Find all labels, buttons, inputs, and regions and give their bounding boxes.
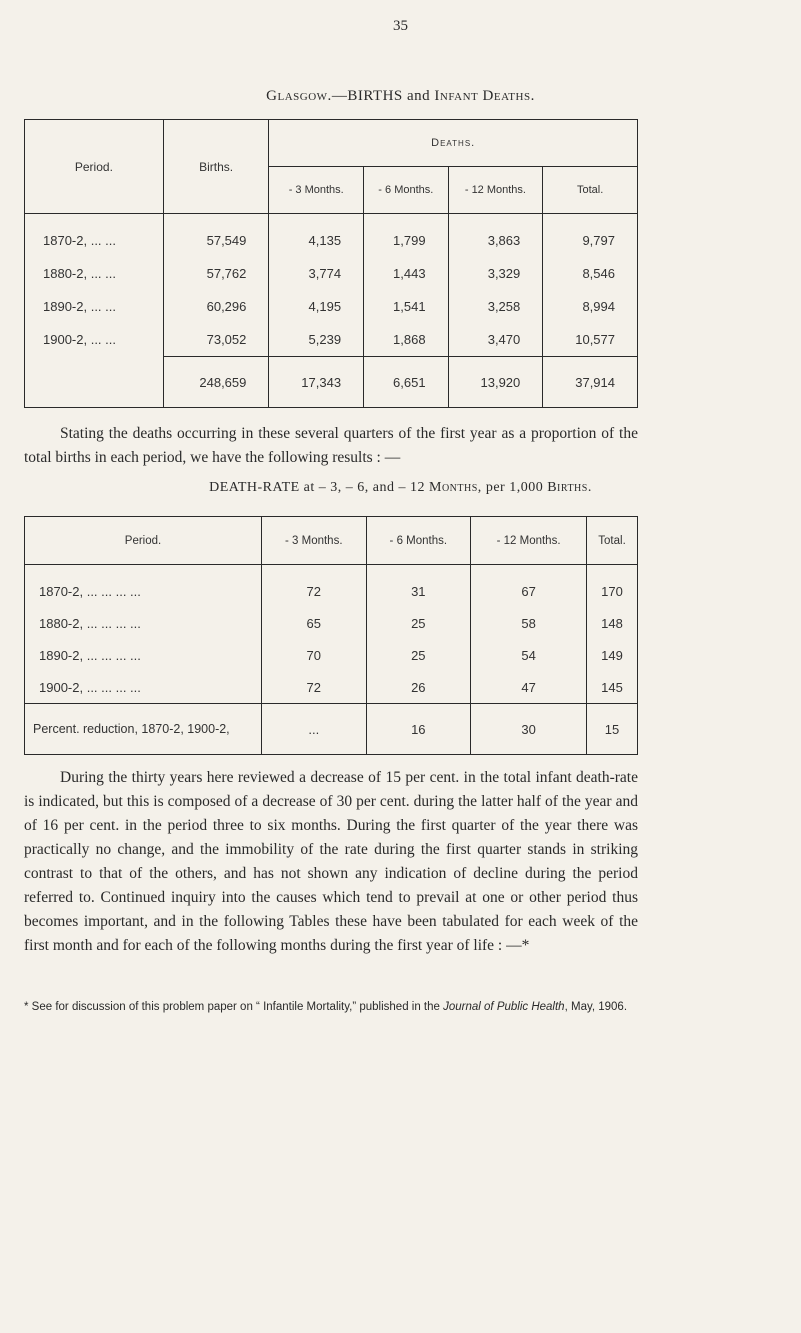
cell-births: 57,549 [163,214,269,258]
header-3-months: - 3 Months. [269,167,364,214]
header-period: Period. [25,120,164,214]
header-3-months: - 3 Months. [262,517,367,565]
reduction-3-months: ... [262,704,367,755]
cell-period: 1880-2, ... ... [25,257,164,290]
header-births: Births. [163,120,269,214]
cell-12-months: 67 [471,565,587,608]
cell-3-months: 4,195 [269,290,364,323]
total-12-months: 13,920 [448,357,543,408]
death-rate-title [0,480,801,496]
title-main: —BIRTHS and [331,88,435,104]
page-number: 35 [393,18,408,34]
table-row [25,671,638,704]
total-total: 37,914 [543,357,638,408]
total-3-months: 17,343 [269,357,364,408]
header-12-months: - 12 Months. [448,167,543,214]
cell-12-months: 3,258 [448,290,543,323]
cell-3-months: 65 [262,607,367,639]
total-6-months: 6,651 [364,357,449,408]
table-row [25,639,638,671]
cell-6-months: 1,799 [364,214,449,258]
cell-6-months: 1,868 [364,323,449,357]
subtitle-part-a: DEATH-RATE at – 3, – 6, and – 12 [209,480,430,495]
cell-6-months: 26 [366,671,471,704]
cell-total: 10,577 [543,323,638,357]
reduction-6-months: 16 [366,704,471,755]
cell-period: 1870-2, ... ... ... ... [25,565,262,608]
subtitle-per: per 1,000 [481,480,548,495]
cell-3-months: 70 [262,639,367,671]
cell-total: 8,994 [543,290,638,323]
reduction-total: 15 [587,704,638,755]
cell-3-months: 72 [262,671,367,704]
subtitle-births: Births. [547,480,592,495]
cell-3-months: 72 [262,565,367,608]
subtitle-months: Months, [429,480,482,495]
title-infant-deaths: Infant Deaths. [434,88,535,104]
cell-period: 1900-2, ... ... ... ... [25,671,262,704]
cell-3-months: 4,135 [269,214,364,258]
totals-row [25,357,638,408]
table-row [25,565,638,608]
cell-3-months: 3,774 [269,257,364,290]
paragraph-discussion: During the thirty years here reviewed a decrease of 15 per cent. in the total infant death-rate is indicated, but this is composed of a decrease of 30 per cent. during the latter half of the year and of 16 per cent. in the period three to six months. During the first quarter of the year there was practically no change, and the immobility of the rate during the first quarter stands in striking contrast to that of the others, and has not shown any indication of decline during the period referred to. Continued inquiry into the causes which tend to prevail at one or other period thus becomes important, and in the following Tables these have been tabulated for each week of the first month and for each of the following months during the first year of life : —* [24,769,638,954]
header-6-months: - 6 Months. [364,167,449,214]
cell-12-months: 47 [471,671,587,704]
cell-total: 9,797 [543,214,638,258]
cell-period: 1870-2, ... ... [25,214,164,258]
cell-12-months: 58 [471,607,587,639]
cell-6-months: 1,541 [364,290,449,323]
cell-total: 8,546 [543,257,638,290]
cell-period-blank [25,357,164,408]
cell-6-months: 25 [366,639,471,671]
header-total: Total. [587,517,638,565]
footnote-text: * See for discussion of this problem paper on “ Infantile Mortality,” published in the [24,1001,444,1013]
header-period: Period. [25,517,262,565]
cell-period: 1890-2, ... ... ... ... [25,639,262,671]
cell-births: 57,762 [163,257,269,290]
cell-12-months: 54 [471,639,587,671]
cell-12-months: 3,863 [448,214,543,258]
footnote [24,1000,638,1015]
cell-period: 1900-2, ... ... [25,323,164,357]
cell-12-months: 3,470 [448,323,543,357]
cell-total: 170 [587,565,638,608]
cell-total: 148 [587,607,638,639]
table-row [25,257,638,290]
header-12-months: - 12 Months. [471,517,587,565]
reduction-label: Percent. reduction, 1870-2, 1900-2, [25,704,262,755]
page-title [0,88,801,105]
footnote-journal: Journal of Public Health [443,1001,565,1013]
footnote-date: , May, 1906. [564,1001,628,1013]
title-city: Glasgow. [266,88,332,104]
cell-12-months: 3,329 [448,257,543,290]
cell-total: 149 [587,639,638,671]
header-deaths: Deaths. [269,120,638,167]
table-row [25,214,638,258]
death-rate-table [24,516,638,755]
cell-6-months: 31 [366,565,471,608]
header-6-months: - 6 Months. [366,517,471,565]
cell-period: 1890-2, ... ... [25,290,164,323]
cell-6-months: 1,443 [364,257,449,290]
header-total: Total. [543,167,638,214]
births-deaths-table [24,119,638,408]
paragraph-intro: Stating the deaths occurring in these several quarters of the first year as a proportion of the total births in each period, we have the following results : — [24,425,638,466]
cell-3-months: 5,239 [269,323,364,357]
table-row [25,607,638,639]
cell-total: 145 [587,671,638,704]
table-row [25,323,638,357]
total-births: 248,659 [163,357,269,408]
table-row [25,290,638,323]
cell-period: 1880-2, ... ... ... ... [25,607,262,639]
reduction-12-months: 30 [471,704,587,755]
cell-births: 73,052 [163,323,269,357]
cell-births: 60,296 [163,290,269,323]
reduction-row [25,704,638,755]
cell-6-months: 25 [366,607,471,639]
